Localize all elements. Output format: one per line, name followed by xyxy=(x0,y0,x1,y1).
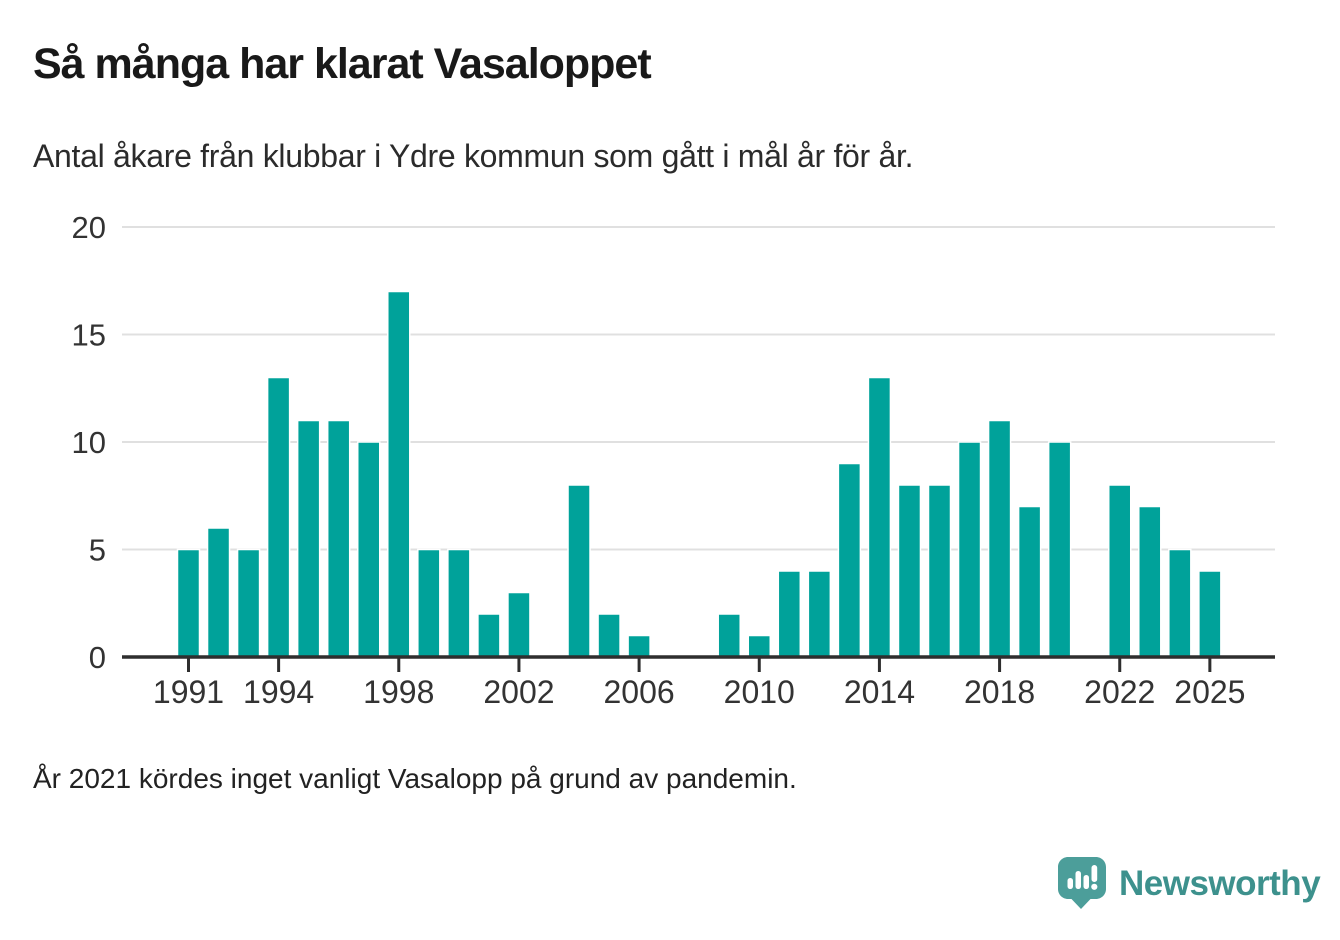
speech-bubble-shape xyxy=(1058,857,1106,909)
bar xyxy=(358,442,380,657)
bar xyxy=(868,378,890,658)
bar xyxy=(718,614,740,657)
bar xyxy=(208,528,230,657)
bar xyxy=(508,593,530,658)
bar xyxy=(838,464,860,658)
bar xyxy=(748,636,770,658)
logo-bar-2 xyxy=(1076,871,1082,889)
bar xyxy=(268,378,290,658)
y-axis-label: 5 xyxy=(88,532,106,568)
bar xyxy=(328,421,350,658)
chart-subtitle: Antal åkare från klubbar i Ydre kommun som gått i mål år för år. xyxy=(33,138,914,174)
bar xyxy=(478,614,500,657)
x-axis-label: 2014 xyxy=(843,674,916,710)
bar xyxy=(1109,485,1131,657)
x-axis-label: 2010 xyxy=(723,674,795,710)
bar xyxy=(298,421,320,658)
bar xyxy=(1049,442,1071,657)
y-axis-label: 15 xyxy=(71,317,106,353)
bar xyxy=(808,571,830,657)
logo-bar-1 xyxy=(1068,878,1074,889)
bar xyxy=(388,292,410,658)
speech-bubble-bar-chart-icon xyxy=(1058,857,1106,910)
bar xyxy=(628,636,650,658)
bar xyxy=(448,550,470,658)
newsworthy-logo xyxy=(1058,857,1320,910)
bar xyxy=(929,485,951,657)
bar xyxy=(238,550,260,658)
bar xyxy=(1169,550,1191,658)
x-axis-label: 2002 xyxy=(483,674,555,710)
logo-exclamation-bar xyxy=(1092,865,1098,882)
x-axis-label: 1998 xyxy=(363,674,435,710)
x-axis-label: 2022 xyxy=(1084,674,1156,710)
x-axis-label: 2025 xyxy=(1174,674,1246,710)
logo-bar-3 xyxy=(1084,875,1090,889)
bar xyxy=(178,550,200,658)
bar xyxy=(568,485,590,657)
bar xyxy=(1139,507,1161,658)
x-axis-label: 2006 xyxy=(603,674,675,710)
y-axis-label: 0 xyxy=(88,640,106,676)
bar xyxy=(989,421,1011,658)
bar xyxy=(418,550,440,658)
y-axis-label: 20 xyxy=(71,210,106,246)
y-axis-label: 10 xyxy=(71,425,106,461)
bar xyxy=(598,614,620,657)
bar xyxy=(959,442,981,657)
logo-exclamation-dot xyxy=(1091,884,1097,890)
chart-footnote: År 2021 kördes inget vanligt Vasalopp på grund av pandemin. xyxy=(33,763,797,794)
x-axis-label: 2018 xyxy=(963,674,1036,710)
x-axis-label: 1994 xyxy=(243,674,315,710)
bar xyxy=(1199,571,1221,657)
bar xyxy=(778,571,800,657)
page-title: Så många har klarat Vasaloppet xyxy=(33,40,651,88)
bar xyxy=(1019,507,1041,658)
bar xyxy=(898,485,920,657)
logo-wordmark: Newsworthy xyxy=(1119,863,1321,903)
x-axis-label: 1991 xyxy=(152,674,225,710)
